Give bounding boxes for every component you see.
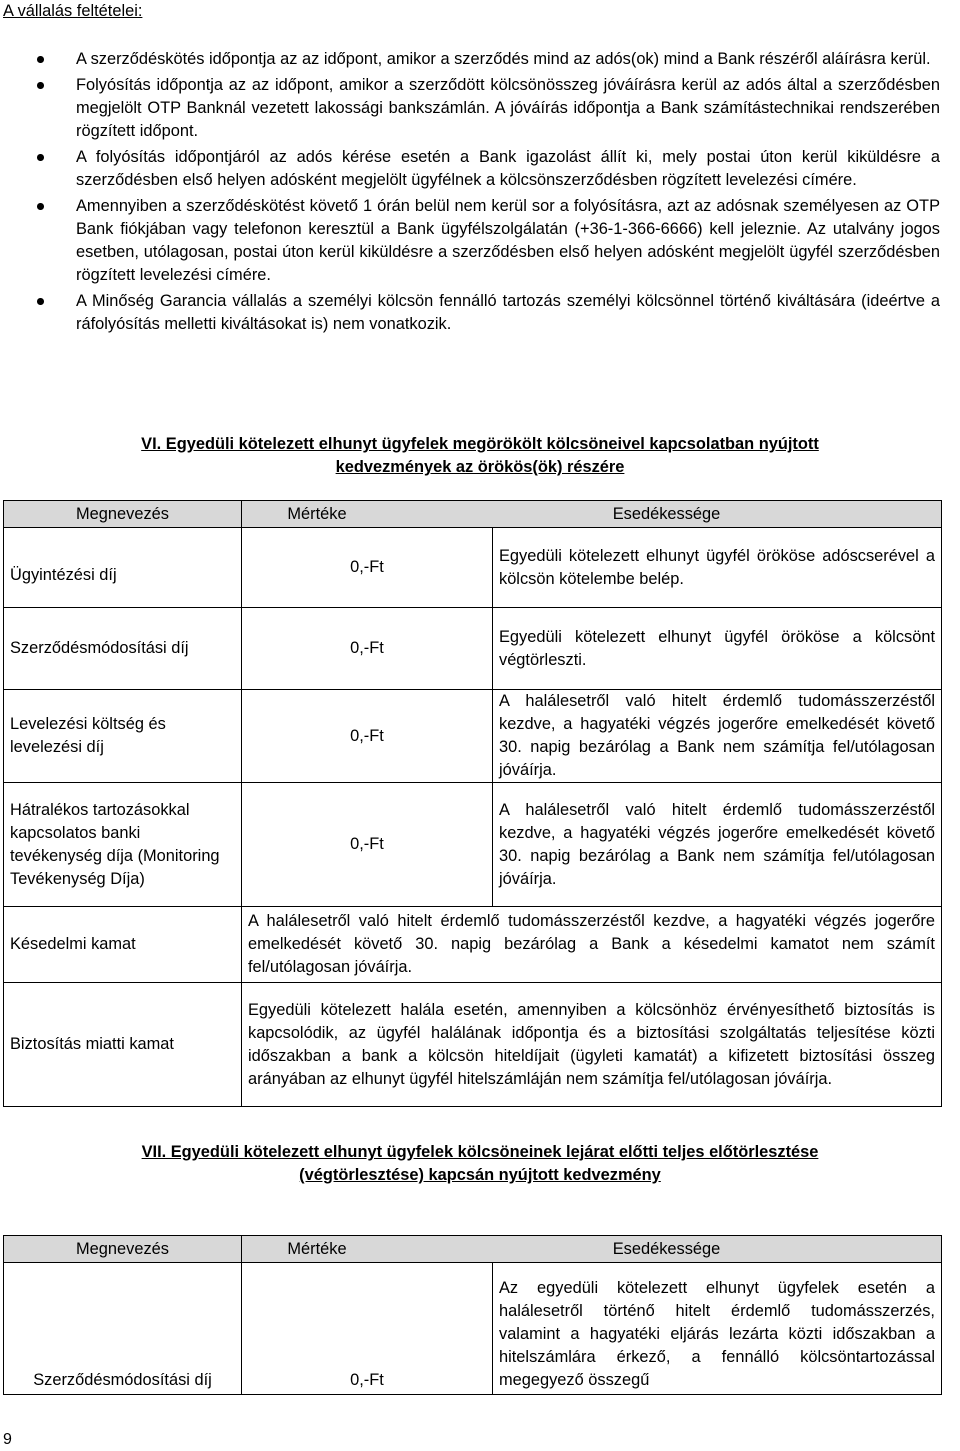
header-name: Megnevezés	[4, 1236, 242, 1263]
table-row: Szerződésmódosítási díj 0,-Ft Az egyedüli kötelezett elhunyt ügyfelek esetén a halálesetről történő hitelt érdemlő tudomásszerzés, valamint a hagyatéki eljárás lezárta közti időszakban a hitelszámlára érkező, a fennálló kölcsöntartozással megegyező összegű	[4, 1263, 942, 1395]
header-rate: Mértéke	[287, 1239, 347, 1258]
section-6-title: VI. Egyedüli kötelezett elhunyt ügyfelek megörökölt kölcsöneivel kapcsolatban nyújtott kedvezmények az örökös(ök) részére	[141, 435, 819, 476]
list-item: Folyósítás időpontja az az időpont, amikor a szerződött kölcsönösszeg jóváírásra kerül az adós által a szerződésben megjelölt OTP Banknál vezetett lakossági bankszámlán. A jóváírás időpontja a Bank számítástechnikai rendszerében rögzített időpont.	[0, 74, 960, 143]
table-header-row	[4, 501, 942, 528]
list-item: A szerződéskötés időpontja az az időpont, amikor a szerződés mind az adós(ok) mind a Bank részéről aláírásra kerül.	[0, 48, 960, 71]
table-header-row	[4, 1236, 942, 1263]
header-due: Esedékessége	[612, 1239, 721, 1258]
bullet-dot-icon	[37, 203, 44, 210]
conditions-list	[0, 48, 960, 339]
section-7-title: VII. Egyedüli kötelezett elhunyt ügyfelek kölcsöneinek lejárat előtti teljes előtörlesztése (végtörlesztése) kapcsán nyújtott kedvezmény	[141, 1143, 819, 1184]
table-row: Hátralékos tartozásokkal kapcsolatos banki tevékenység díja (Monitoring Tevékenység Díja) 0,-Ft A halálesetről való hitelt érdemlő tudomásszerzéstől kezdve, a hagyatéki végzés jogerőre emelkedését követő 30. napig bezárólag a Bank nem számítja fel/utólagosan jóváírja.	[4, 783, 942, 907]
bullet-dot-icon	[37, 298, 44, 305]
table-row: Levelezési költség és levelezési díj 0,-Ft A halálesetről való hitelt érdemlő tudomásszerzéstől kezdve, a hagyatéki végzés jogerőre emelkedését követő 30. napig bezárólag a Bank nem számítja fel/utólagosan jóváírja.	[4, 690, 942, 783]
header-rate-due	[242, 1236, 942, 1263]
conditions-heading: A vállalás feltételei:	[3, 2, 143, 20]
header-due: Esedékessége	[612, 504, 721, 523]
header-rate-due	[242, 501, 942, 528]
list-item: Amennyiben a szerződéskötést követő 1 órán belül nem kerül sor a folyósításra, azt az adósnak személyesen az OTP Bank fiókjában vagy telefonon keresztül a Bank ügyfélszolgálatán (+36-1-366-6666) kell jeleznie. Az utalvány jogos esetben, utólagosan, postai úton kerül kiküldésre a szerződésben első helyen adósként megjelölt ügyfél szerződésben rögzített levelezési címére.	[0, 195, 960, 287]
bullet-dot-icon	[37, 82, 44, 89]
bullet-dot-icon	[37, 154, 44, 161]
header-name: Megnevezés	[4, 501, 242, 528]
table-row: Ügyintézési díj 0,-Ft Egyedüli kötelezett elhunyt ügyfél örököse adóscserével a kölcsön kötelembe belép.	[4, 528, 942, 608]
bullet-dot-icon	[37, 56, 44, 63]
page-number: 9	[3, 1431, 12, 1448]
section-7-table	[3, 1235, 942, 1395]
list-item: A folyósítás időpontjáról az adós kérése esetén a Bank igazolást állít ki, mely postai úton kerül kiküldésre a szerződésben első helyen adósként megjelölt ügyfélnek a kölcsönszerződésben rögzített levelezési címére.	[0, 146, 960, 192]
header-rate: Mértéke	[287, 504, 347, 523]
table-row: Biztosítás miatti kamat Egyedüli kötelezett halála esetén, amennyiben a kölcsönhöz érvényesíthető biztosítás is kapcsolódik, az ügyfél halálának időpontja és a biztosítási szolgáltatás teljesítése közti időszakban a bank a kölcsön hiteldíjait (ügyleti kamatát) a kifizetett biztosítási összeg arányában az elhunyt ügyfél hitelszámláján nem számítja fel/utólagosan jóváírja.	[4, 983, 942, 1107]
table-row: Szerződésmódosítási díj 0,-Ft Egyedüli kötelezett elhunyt ügyfél örököse a kölcsönt végtörleszti.	[4, 608, 942, 690]
list-item: A Minőség Garancia vállalás a személyi kölcsön fennálló tartozás személyi kölcsönnel történő kiváltására (ideértve a ráfolyósítás melletti kiváltásokat is) nem vonatkozik.	[0, 290, 960, 336]
section-6-table	[3, 500, 942, 1107]
table-row: Késedelmi kamat A halálesetről való hitelt érdemlő tudomásszerzéstől kezdve, a hagyatéki végzés jogerőre emelkedését követő 30. napig bezárólag a Bank a késedelmi kamatot nem számít fel/utólagosan jóváírja.	[4, 907, 942, 983]
